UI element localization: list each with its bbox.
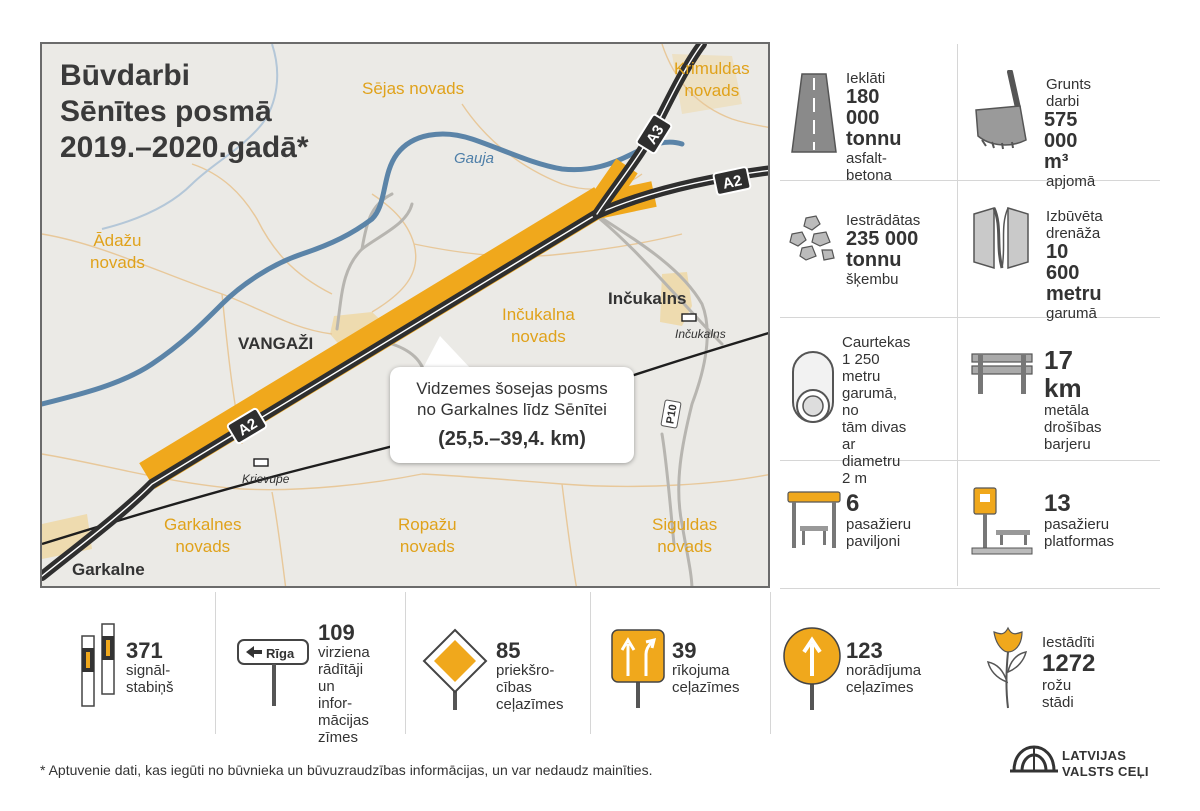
- map-title-line-3: 2019.–2020.gadā*: [60, 131, 309, 164]
- ahead-only-sign-icon: [780, 626, 844, 712]
- town-garkalne: Garkalne: [72, 560, 145, 579]
- gravel-label: Iestrādātas: [846, 212, 921, 229]
- section-callout: [390, 367, 634, 463]
- asphalt-desc-1: asfalt-: [846, 150, 887, 167]
- callout-line-1: Vidzemes šosejas posms: [416, 379, 608, 398]
- svg-text:A3: A3: [642, 122, 668, 148]
- culverts-line-2: 1 250 metru: [842, 351, 881, 385]
- gravel-value: 235 000: [846, 228, 919, 250]
- earthworks-label-1: Grunts: [1046, 76, 1092, 93]
- barriers-desc-3: barjeru: [1044, 436, 1091, 453]
- mandatory-signs-desc-2: ceļazīmes: [672, 679, 740, 696]
- station-incukalns-marker: [682, 314, 696, 321]
- svg-text:A2: A2: [721, 172, 744, 193]
- direction-signs-desc-3: un infor-: [318, 678, 353, 712]
- gravel-desc: šķembu: [846, 271, 899, 288]
- priority-signs-desc-3: ceļazīmes: [496, 696, 564, 713]
- station-krievupe: Krievupe: [242, 472, 290, 486]
- asphalt-label: Ieklāti: [846, 70, 886, 87]
- barriers-desc-1: metāla: [1044, 402, 1090, 419]
- gravel-unit: tonnu: [846, 249, 902, 271]
- divider: [957, 44, 958, 586]
- label-ropazu-novads: Ropažu novads: [398, 515, 457, 556]
- signal-posts-desc-2: stabiņš: [126, 679, 174, 696]
- map-title: [60, 58, 309, 166]
- pavilions-value: 6: [846, 490, 860, 517]
- label-sejas-novads: Sējas novads: [362, 79, 465, 98]
- road-shield-a2-east: [713, 167, 751, 196]
- priority-road-sign-icon: [420, 626, 490, 712]
- asphalt-value: 180 000: [846, 86, 880, 129]
- direction-sign-icon: [236, 632, 316, 708]
- barriers-value: 17 km: [1044, 345, 1082, 403]
- divider: [780, 460, 1160, 461]
- label-adazu-novads: Ādažu novads: [90, 231, 145, 272]
- earthworks-value: 575 000 m³: [1044, 109, 1078, 173]
- drainage-unit: metru: [1046, 283, 1102, 305]
- town-vangazi: VANGAŽI: [238, 334, 314, 353]
- label-garkalnes-novads: Garkalnes novads: [164, 515, 242, 556]
- svg-text:A2: A2: [235, 415, 261, 440]
- drainage-value: 10 600: [1046, 241, 1080, 284]
- barriers-desc-2: drošības: [1044, 419, 1102, 436]
- culvert-pipe-icon: [790, 344, 836, 430]
- earthworks-label-2: darbi: [1046, 93, 1080, 110]
- rose-flower-icon: [982, 622, 1032, 710]
- earthworks-desc: apjomā: [1046, 173, 1096, 190]
- info-signs-desc-2: ceļazīmes: [846, 679, 914, 696]
- svg-text:P10: P10: [664, 403, 680, 425]
- gravel-stones-icon: [788, 214, 838, 264]
- station-incukalns: Inčukalns: [675, 327, 726, 341]
- priority-signs-value: 85: [496, 638, 521, 663]
- priority-signs-desc-2: cības: [496, 679, 532, 696]
- culverts-line-4: tām divas: [842, 419, 907, 436]
- roses-desc: rožu stādi: [1042, 677, 1074, 711]
- info-signs-desc-1: norādījuma: [846, 662, 922, 679]
- asphalt-unit: tonnu: [846, 128, 902, 150]
- divider: [590, 592, 591, 734]
- divider: [780, 180, 1160, 181]
- label-siguldas-novads: Siguldas novads: [652, 515, 718, 556]
- signal-posts-value: 371: [126, 638, 163, 663]
- platforms-value: 13: [1044, 490, 1071, 517]
- label-krimuldas-novads: Krimuldas novads: [674, 59, 750, 100]
- town-incukalns: Inčukalns: [608, 289, 687, 308]
- callout-tail: [422, 336, 472, 370]
- platforms-desc-2: platformas: [1044, 533, 1115, 550]
- asphalt-road-icon: [790, 72, 838, 154]
- direction-sign-text: Rīga: [266, 646, 295, 661]
- bus-stop-platform-icon: [970, 484, 1034, 556]
- mandatory-signs-desc-1: rīkojuma: [672, 662, 730, 679]
- signal-post-icon: [78, 622, 120, 708]
- priority-signs-desc-1: priekšro-: [496, 662, 555, 679]
- divider: [780, 317, 1160, 318]
- divider: [215, 592, 216, 734]
- logo-bridge-icon: [1010, 741, 1058, 777]
- culverts-line-3: garumā, no: [842, 385, 898, 419]
- drainage-desc: garumā: [1046, 305, 1097, 322]
- divider: [405, 592, 406, 734]
- map-title-line-1: Būvdarbi: [60, 59, 191, 92]
- logo-line-2: VALSTS CEĻI: [1062, 764, 1149, 779]
- direction-signs-desc-2: rādītāji: [318, 661, 364, 678]
- callout-line-2: no Garkalnes līdz Sēnītei: [417, 400, 607, 419]
- culverts-line-6: 2 m: [842, 470, 868, 487]
- station-krievupe-marker: [254, 459, 268, 466]
- culverts-line-1: Caurtekas: [842, 334, 911, 351]
- drainage-trench-icon: [972, 206, 1030, 272]
- map-title-line-2: Sēnītes posmā: [60, 95, 272, 128]
- drainage-label-2: drenāža: [1046, 225, 1101, 242]
- direction-signs-desc-1: virziena: [318, 644, 370, 661]
- excavator-bucket-icon: [970, 70, 1030, 150]
- direction-signs-value: 109: [318, 620, 355, 645]
- roses-label: Iestādīti: [1042, 634, 1095, 651]
- pavilions-desc-2: paviljoni: [846, 533, 901, 550]
- latvijas-valsts-celi-logo: [1010, 741, 1149, 782]
- footnote: * Aptuvenie dati, kas iegūti no būvnieka un būvuzraudzības informācijas, un var nedaudz mainīties.: [40, 762, 653, 778]
- platforms-desc-1: pasažieru: [1044, 516, 1110, 533]
- logo-line-1: LATVIJAS: [1062, 748, 1127, 763]
- mandatory-signs-value: 39: [672, 638, 697, 663]
- direction-signs-desc-4: mācijas: [318, 712, 369, 729]
- drainage-label-1: Izbūvēta: [1046, 208, 1103, 225]
- callout-km-range: (25,5.–39,4. km): [438, 428, 586, 450]
- divider: [770, 592, 771, 734]
- guard-rail-icon: [970, 350, 1034, 396]
- roses-value: 1272: [1042, 650, 1096, 677]
- river-label-gauja: Gauja: [454, 150, 495, 167]
- signal-posts-desc-1: signāl-: [126, 662, 171, 679]
- info-signs-value: 123: [846, 638, 883, 663]
- map-panel: [40, 42, 770, 588]
- direction-signs-desc-5: zīmes: [318, 729, 359, 746]
- lane-direction-sign-icon: [608, 628, 668, 710]
- label-incukalna-novads: Inčukalna novads: [502, 305, 575, 346]
- bus-shelter-icon: [786, 490, 842, 552]
- asphalt-desc-2: betona: [846, 167, 892, 184]
- road-shield-p10: [661, 400, 681, 428]
- divider: [780, 588, 1160, 589]
- culverts-line-5: ar diametru: [842, 436, 901, 470]
- pavilions-desc-1: pasažieru: [846, 516, 912, 533]
